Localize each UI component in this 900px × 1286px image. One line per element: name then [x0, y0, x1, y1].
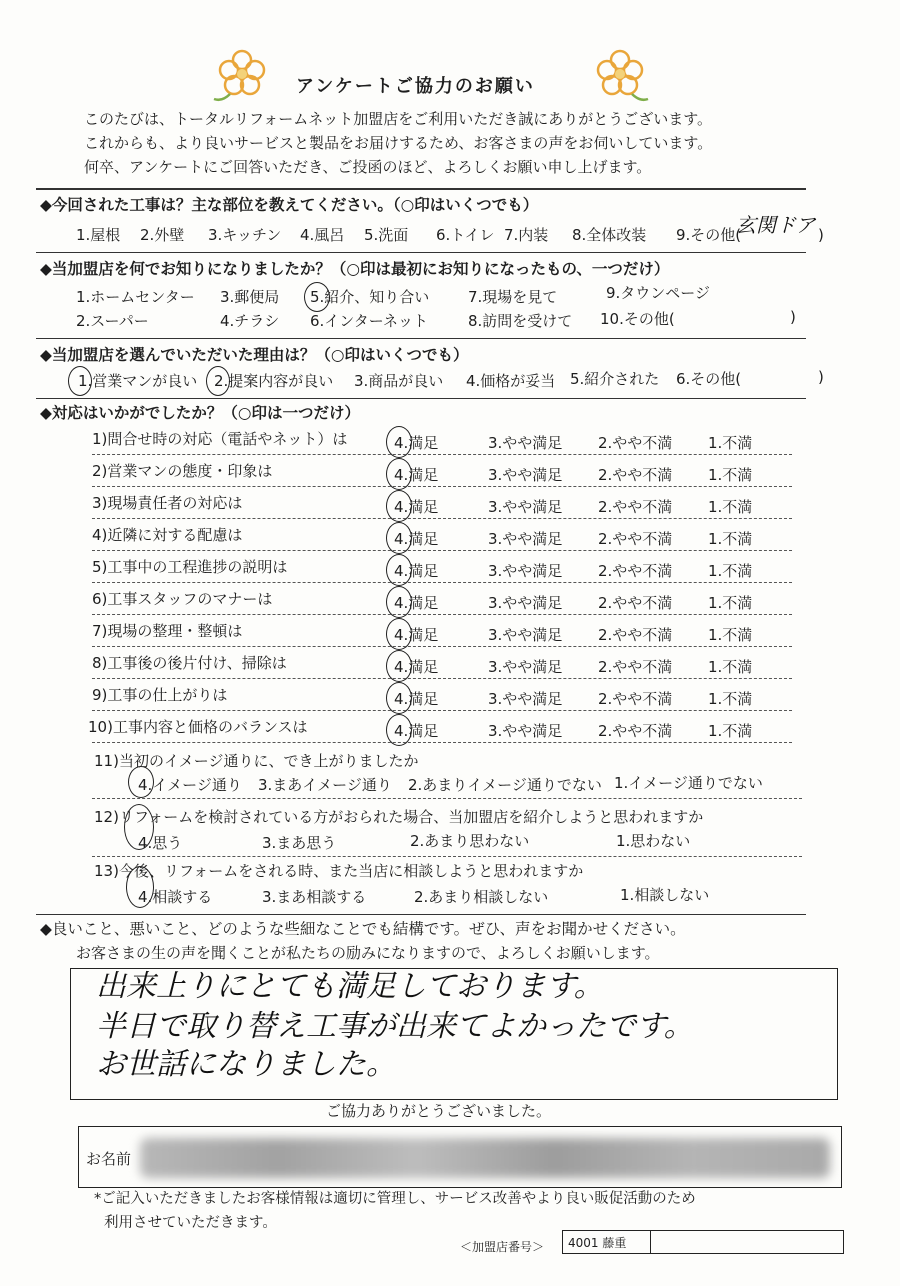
q2-option[interactable]: 7.現場を見て — [468, 288, 558, 306]
q4-item-label: 9)工事の仕上がりは — [92, 686, 228, 704]
comment-label-2: お客さまの生の声を聞くことが私たちの励みになりますので、よろしくお願いします。 — [76, 944, 660, 962]
q2-option[interactable]: 6.インターネット — [310, 312, 428, 330]
q12-option[interactable]: 1.思わない — [616, 832, 691, 850]
q2-option-selected[interactable]: 5.紹介、知り合い — [310, 288, 430, 306]
q12-option[interactable]: 2.あまり思わない — [410, 832, 530, 850]
q4-rating-selected[interactable]: 4.満足 — [394, 722, 439, 740]
q4-rating-option[interactable]: 1.不満 — [708, 722, 753, 740]
q4-rating-option[interactable]: 1.不満 — [708, 498, 753, 516]
q1-option[interactable]: 5.洗面 — [364, 226, 409, 244]
q13-label: 13)今後、リフォームをされる時、また当店に相談しようと思われますか — [94, 862, 584, 880]
q1-option[interactable]: 4.風呂 — [300, 226, 345, 244]
q4-rating-selected[interactable]: 4.満足 — [394, 434, 439, 452]
q2-label: ◆当加盟店を何でお知りになりましたか？（○印は最初にお知りになったもの、一つだけ） — [40, 260, 670, 278]
row-dash — [92, 518, 792, 519]
selection-circle — [126, 866, 154, 908]
q4-item-label: 3)現場責任者の対応は — [92, 494, 243, 512]
intro-line-3: 何卒、アンケートにご回答いただき、ご投函のほど、よろしくお願い申し上げます。 — [84, 158, 652, 176]
q4-rating-option[interactable]: 1.不満 — [708, 562, 753, 580]
q4-rating-option[interactable]: 3.やや満足 — [488, 722, 563, 740]
selection-circle — [206, 366, 230, 396]
q4-rating-option[interactable]: 2.やや不満 — [598, 594, 673, 612]
q12-label: 12)リフォームを検討されている方がおられた場合、当加盟店を紹介しようと思われますか — [94, 808, 704, 826]
comment-line-3: お世話になりました。 — [96, 1047, 396, 1082]
q11-option-selected[interactable]: 4.イメージ通り — [138, 776, 242, 794]
q12-option-selected[interactable]: 4.思う — [138, 834, 183, 852]
q4-rating-option[interactable]: 2.やや不満 — [598, 690, 673, 708]
q2-option[interactable]: 9.タウンページ — [606, 284, 711, 302]
q4-item-label: 4)近隣に対する配慮は — [92, 526, 243, 544]
q4-item-label: 10)工事内容と価格のバランスは — [88, 718, 308, 736]
row-dash — [92, 710, 792, 711]
comment-line-1: 出来上りにとても満足しております。 — [96, 969, 604, 1004]
selection-circle — [304, 282, 330, 312]
q4-rating-option[interactable]: 2.やや不満 — [598, 722, 673, 740]
thanks-text: ご協力ありがとうございました。 — [326, 1102, 552, 1120]
header-divider — [36, 188, 806, 190]
q13-option-selected[interactable]: 4.相談する — [138, 888, 213, 906]
q4-rating-selected[interactable]: 4.満足 — [394, 562, 439, 580]
privacy-note-1: *ご記入いただきましたお客様情報は適切に管理し、サービス改善やより良い販促活動のため — [94, 1191, 696, 1207]
q4-rating-selected[interactable]: 4.満足 — [394, 498, 439, 516]
q2-option[interactable]: 8.訪問を受けて — [468, 312, 573, 330]
q4-rating-selected[interactable]: 4.満足 — [394, 594, 439, 612]
q1-option[interactable]: 7.内装 — [504, 226, 549, 244]
store-box-divider — [650, 1230, 651, 1253]
q2-option[interactable]: 1.ホームセンター — [76, 288, 195, 306]
q4-label: ◆対応はいかがでしたか？（○印は一つだけ） — [40, 404, 360, 422]
q4-rating-option[interactable]: 2.やや不満 — [598, 466, 673, 484]
q4-item-label: 7)現場の整理・整頓は — [92, 622, 243, 640]
q4-rating-selected[interactable]: 4.満足 — [394, 530, 439, 548]
selection-circle — [124, 804, 154, 850]
q4-rating-option[interactable]: 2.やや不満 — [598, 626, 673, 644]
q3-option[interactable]: 3.商品が良い — [354, 372, 444, 390]
q4-rating-option[interactable]: 1.不満 — [708, 434, 753, 452]
q2-option[interactable]: 10.その他( — [600, 310, 675, 328]
row-dash — [92, 486, 792, 487]
q2-option[interactable]: 2.スーパー — [76, 312, 149, 330]
comment-line-2: 半日で取り替え工事が出来てよかったです。 — [96, 1009, 694, 1044]
q4-rating-option[interactable]: 1.不満 — [708, 530, 753, 548]
q2-close-paren: ) — [790, 308, 796, 326]
row-dash — [92, 582, 792, 583]
flower-left-icon — [212, 44, 272, 104]
q4-rating-option[interactable]: 3.やや満足 — [488, 562, 563, 580]
intro-line-1: このたびは、トータルリフォームネット加盟店をご利用いただき誠にありがとうございます。 — [84, 110, 713, 128]
q4-rating-option[interactable]: 3.やや満足 — [488, 530, 563, 548]
q12-option[interactable]: 3.まあ思う — [262, 834, 337, 852]
q11-option[interactable]: 1.イメージ通りでない — [614, 774, 763, 792]
q4-rating-option[interactable]: 1.不満 — [708, 658, 753, 676]
q11-label: 11)当初のイメージ通りに、でき上がりましたか — [94, 752, 419, 770]
q4-rating-option[interactable]: 2.やや不満 — [598, 530, 673, 548]
redacted-name — [140, 1138, 830, 1178]
q2-option[interactable]: 3.郵便局 — [220, 288, 280, 306]
q3-option-selected[interactable]: 2.提案内容が良い — [214, 372, 334, 390]
q4-rating-option[interactable]: 3.やや満足 — [488, 434, 563, 452]
q4-rating-option[interactable]: 3.やや満足 — [488, 658, 563, 676]
store-number: 4001 藤重 — [568, 1236, 627, 1250]
q3-option[interactable]: 6.その他( — [676, 370, 742, 388]
q4-rating-option[interactable]: 2.やや不満 — [598, 498, 673, 516]
divider — [36, 914, 806, 915]
q4-rating-option[interactable]: 1.不満 — [708, 466, 753, 484]
q1-option[interactable]: 8.全体改装 — [572, 226, 647, 244]
q3-close-paren: ) — [818, 368, 824, 386]
q11-option[interactable]: 3.まあイメージ通り — [258, 776, 392, 794]
q4-item-label: 2)営業マンの態度・印象は — [92, 462, 273, 480]
name-label: お名前 — [86, 1150, 132, 1168]
q1-option[interactable]: 3.キッチン — [208, 226, 282, 244]
q4-rating-option[interactable]: 1.不満 — [708, 690, 753, 708]
q4-rating-option[interactable]: 1.不満 — [708, 626, 753, 644]
row-dash — [92, 678, 792, 679]
q4-rating-option[interactable]: 3.やや満足 — [488, 626, 563, 644]
selection-circle — [128, 766, 154, 798]
q4-rating-option[interactable]: 2.やや不満 — [598, 434, 673, 452]
q4-rating-option[interactable]: 1.不満 — [708, 594, 753, 612]
q4-rating-option[interactable]: 3.やや満足 — [488, 690, 563, 708]
q4-rating-option[interactable]: 3.やや満足 — [488, 466, 563, 484]
q4-item-label: 1)問合せ時の対応（電話やネット）は — [92, 430, 348, 448]
row-dash — [92, 454, 792, 455]
q3-option[interactable]: 5.紹介された — [570, 370, 660, 388]
divider — [36, 398, 806, 399]
comment-label-1: ◆良いこと、悪いこと、どのような些細なことでも結構です。ぜひ、声をお聞かせください。 — [40, 920, 686, 938]
q4-rating-option[interactable]: 2.やや不満 — [598, 658, 673, 676]
divider — [36, 338, 806, 339]
row-dash — [92, 646, 792, 647]
q1-close-paren: ) — [818, 226, 824, 244]
q13-option[interactable]: 3.まあ相談する — [262, 888, 367, 906]
q4-rating-selected[interactable]: 4.満足 — [394, 658, 439, 676]
q1-other-handwritten: 玄関ドア — [736, 213, 816, 237]
q4-rating-selected[interactable]: 4.満足 — [394, 466, 439, 484]
row-dash — [92, 798, 802, 799]
row-dash — [92, 856, 802, 857]
q4-rating-selected[interactable]: 4.満足 — [394, 626, 439, 644]
selection-circle — [68, 366, 92, 396]
q3-option-selected[interactable]: 1.営業マンが良い — [78, 372, 198, 390]
q1-label: ◆今回された工事は？主な部位を教えてください。（○印はいくつでも） — [40, 196, 539, 214]
q2-option[interactable]: 4.チラシ — [220, 312, 280, 330]
q4-item-label: 8)工事後の後片付け、掃除は — [92, 654, 287, 672]
page-title: アンケートご協力のお願い — [296, 76, 535, 97]
q3-label: ◆当加盟店を選んでいただいた理由は？（○印はいくつでも） — [40, 346, 469, 364]
q4-item-label: 5)工事中の工程進捗の説明は — [92, 558, 288, 576]
q13-option[interactable]: 1.相談しない — [620, 886, 710, 904]
q1-option[interactable]: 6.トイレ — [436, 226, 495, 244]
row-dash — [92, 614, 792, 615]
q4-rating-option[interactable]: 3.やや満足 — [488, 498, 563, 516]
q4-rating-selected[interactable]: 4.満足 — [394, 690, 439, 708]
q1-option[interactable]: 9.その他( — [676, 226, 742, 244]
q11-option[interactable]: 2.あまりイメージ通りでない — [408, 776, 602, 794]
privacy-note-2: 利用させていただきます。 — [104, 1215, 277, 1231]
row-dash — [92, 742, 792, 743]
q13-option[interactable]: 2.あまり相談しない — [414, 888, 549, 906]
q1-option[interactable]: 1.屋根 — [76, 226, 121, 244]
flower-right-icon — [590, 44, 650, 104]
store-label: ＜加盟店番号＞ — [460, 1240, 545, 1254]
intro-line-2: これからも、より良いサービスと製品をお届けするため、お客さまの声をお伺いしています。 — [84, 134, 713, 152]
q4-rating-option[interactable]: 3.やや満足 — [488, 594, 563, 612]
q3-option[interactable]: 4.価格が妥当 — [466, 372, 556, 390]
q4-rating-option[interactable]: 2.やや不満 — [598, 562, 673, 580]
divider — [36, 252, 806, 253]
q1-option[interactable]: 2.外壁 — [140, 226, 185, 244]
q4-item-label: 6)工事スタッフのマナーは — [92, 590, 273, 608]
row-dash — [92, 550, 792, 551]
